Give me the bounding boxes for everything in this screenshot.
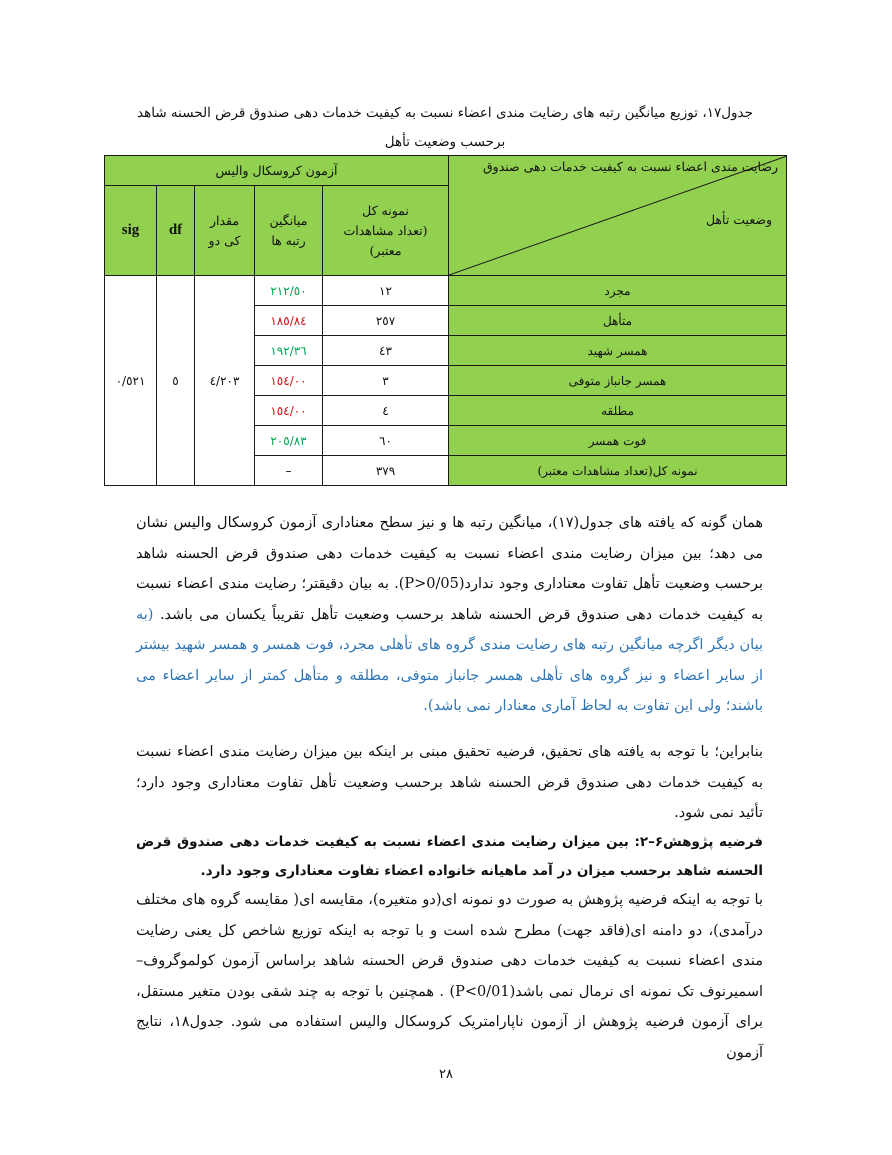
row-label: همسر جانباز متوفی — [449, 366, 787, 396]
col-sig-header: sig — [105, 186, 157, 276]
corner-bottom-label: وضعیت تأهل — [705, 212, 772, 227]
paragraph-conclusion: بنابراین؛ با توجه به یافته های تحقیق، فرضیه تحقیق مبنی بر اینکه بین میزان رضایت مندی اعضاء نسبت به کیفیت خدمات دهی صندوق قرض الحسنه شاهد برحسب وضعیت تأهل تفاوت معناداری وجود دارد؛ تأئید نمی شود. — [136, 744, 763, 821]
paragraph-findings-blue-text: (به بیان دیگر اگرچه میانگین رتبه های رضایت مندی گروه های تأهلی مجرد، فوت همسر و همسر شهید بیشتر از سایر اعضاء و نیز گروه های تأهلی همسر جانباز متوفی، مطلقه و متأهل کمتر از سایر اعضاء می باشند؛ ولی این تفاوت به لحاظ آماری معنادار نمی باشد). — [136, 606, 763, 714]
table-caption-line2: برحسب وضعیت تأهل — [384, 134, 506, 150]
mean-cell: ٢٠٥/٨٣ — [255, 426, 323, 456]
row-label: همسر شهید — [449, 336, 787, 366]
corner-cell — [449, 156, 787, 276]
mean-cell: ١٨٥/٨٤ — [255, 306, 323, 336]
col-mean-line2: رتبه ها — [271, 232, 306, 248]
row-label: نمونه کل(تعداد مشاهدات معتبر) — [449, 456, 787, 486]
chi-value: ٤/٢٠٣ — [195, 276, 255, 486]
n-cell: ١٢ — [323, 276, 449, 306]
hypothesis-heading: فرضیه پژوهش۶–۲: بین میزان رضایت مندی اعضاء نسبت به کیفیت خدمات دهی صندوق قرض الحسنه شاهد برحسب میزان در آمد ماهیانه خانواده اعضاء تفاوت معناداری وجود دارد. — [136, 834, 763, 879]
col-df-header: df — [157, 186, 195, 276]
row-label: فوت همسر — [449, 426, 787, 456]
n-cell: ٣٧٩ — [323, 456, 449, 486]
mean-cell: ٢١٢/٥٠ — [255, 276, 323, 306]
kruskal-header: آزمون کروسکال والیس — [105, 156, 449, 186]
page-number: ٢٨ — [439, 1067, 453, 1082]
col-total-line3: معتبر) — [369, 242, 402, 258]
mean-cell: ١٥٤/٠٠ — [255, 396, 323, 426]
col-chi-line2: کی دو — [208, 232, 241, 248]
n-cell: ٣ — [323, 366, 449, 396]
col-total-line1: نمونه کل — [362, 202, 409, 218]
col-chi-line1: مقدار — [209, 212, 240, 228]
n-cell: ٤٣ — [323, 336, 449, 366]
col-total-header — [323, 186, 449, 276]
col-total-line2: (تعداد مشاهدات — [343, 222, 428, 238]
sig-value: ٠/٥٢١ — [105, 276, 157, 486]
df-value: ٥ — [157, 276, 195, 486]
paragraph-findings — [136, 508, 763, 722]
col-chi-header — [195, 186, 255, 276]
n-cell: ٤ — [323, 396, 449, 426]
row-label: مجرد — [449, 276, 787, 306]
table-caption-line1: جدول۱۷، توزیع میانگین رتبه های رضایت مندی اعضاء نسبت به کیفیت خدمات دهی صندوق قرض الحسنه شاهد — [137, 105, 753, 121]
paragraph-findings-text: همان گونه که یافته های جدول(١٧)، میانگین رتبه ها و نیز سطح معناداری آزمون کروسکال والیس نشان می دهد؛ بین میزان رضایت مندی اعضاء نسبت به کیفیت خدمات دهی صندوق قرض الحسنه شاهد برحسب وضعیت تأهل تفاوت معناداری وجود ندارد(P>0/05). به بیان دقیقتر؛ رضایت مندی اعضاء نسبت به کیفیت خدمات دهی صندوق قرض الحسنه شاهد برحسب وضعیت تأهل تقریباً یکسان می باشد. — [136, 515, 763, 623]
col-mean-header — [255, 186, 323, 276]
results-table — [104, 155, 787, 486]
row-label: مطلقه — [449, 396, 787, 426]
mean-cell: ١٩٢/٣٦ — [255, 336, 323, 366]
n-cell: ٦٠ — [323, 426, 449, 456]
corner-top-label: رضایت مندی اعضاء نسبت به کیفیت خدمات دهی صندوق — [482, 159, 778, 174]
col-mean-line1: میانگین — [269, 212, 308, 228]
mean-cell: ١٥٤/٠٠ — [255, 366, 323, 396]
row-label: متأهل — [449, 306, 787, 336]
mean-cell: – — [255, 456, 323, 486]
paragraph-method: با توجه به اینکه فرضیه پژوهش به صورت دو نمونه ای(دو متغیره)، مقایسه ای( مقایسه گروه های مختلف درآمدی)، دو دامنه ای(فاقد جهت) مطرح شده است و با توجه به اینکه توزیع شاخص کل یعنی رضایت مندی اعضاء نسبت به کیفیت خدمات دهی صندوق قرض الحسنه شاهد براساس آزمون کولموگروف–اسمیرنوف تک نمونه ای نرمال نمی باشد(P<0/01) . همچنین با توجه به چند شقی بودن متغیر مستقل، برای آزمون فرضیه پژوهش از آزمون ناپارامتریک کروسکال والیس استفاده می شود. جدول۱۸، نتایج آزمون — [136, 892, 763, 1061]
n-cell: ٢٥٧ — [323, 306, 449, 336]
table-row — [105, 276, 787, 306]
